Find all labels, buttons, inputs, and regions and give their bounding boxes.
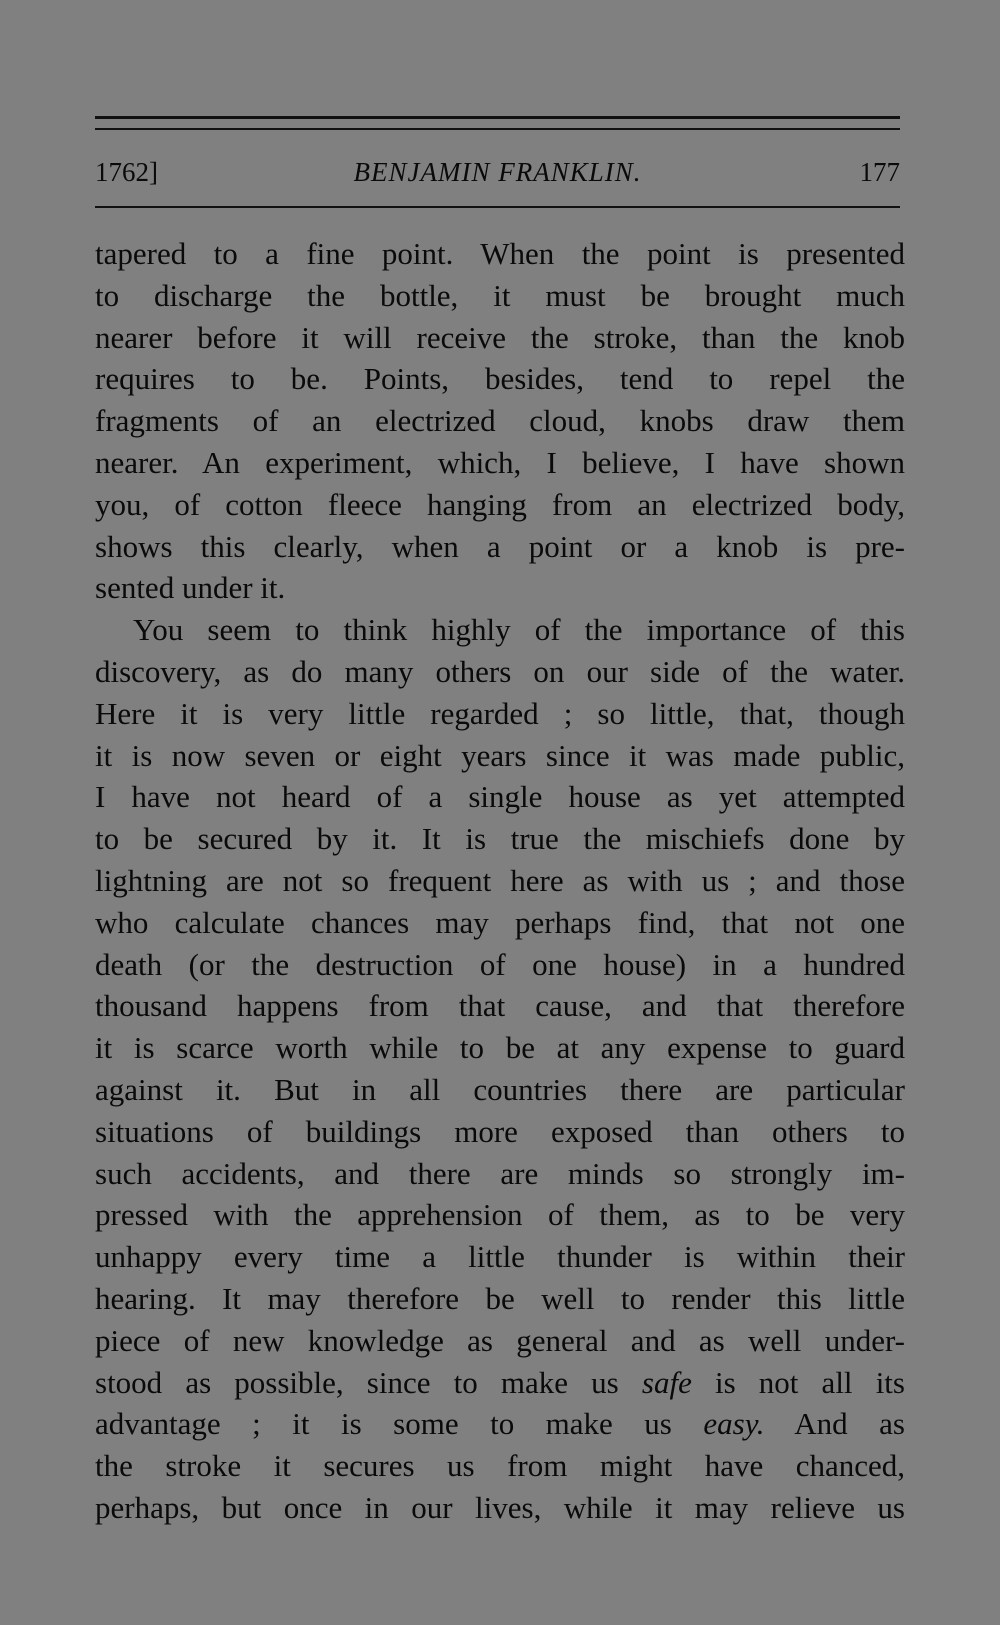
text-line: pressed with the apprehension of them, as to be very	[95, 1197, 905, 1233]
text-run: is not all its	[691, 1364, 905, 1400]
text-line: nearer. An experiment, which, I believe, I have shown	[95, 444, 905, 480]
emphasis-text: easy.	[703, 1406, 765, 1442]
text-line: to be secured by it. It is true the mischiefs done by	[95, 821, 905, 857]
text-line: situations of buildings more exposed than others to	[95, 1113, 905, 1149]
text-line: thousand happens from that cause, and that therefore	[95, 988, 905, 1024]
top-double-rule-lower	[95, 128, 900, 130]
text-line: lightning are not so frequent here as with us ; and those	[95, 862, 905, 898]
header-year: 1762]	[95, 157, 158, 187]
text-run: stood as possible, since to make us	[95, 1364, 642, 1400]
text-line: requires to be. Points, besides, tend to repel the	[95, 361, 905, 397]
text-line: to discharge the bottle, it must be brought much	[95, 277, 905, 313]
text-line: who calculate chances may perhaps find, that not one	[95, 904, 905, 940]
text-line: sented under it.	[95, 570, 286, 606]
text-line: such accidents, and there are minds so strongly im-	[95, 1155, 905, 1191]
top-double-rule-upper	[95, 116, 900, 119]
text-line: hearing. It may therefore be well to render this little	[95, 1280, 905, 1316]
text-line: the stroke it secures us from might have chanced,	[95, 1448, 905, 1484]
text-line: it is now seven or eight years since it was made public,	[95, 737, 905, 773]
text-line: I have not heard of a single house as yet attempted	[95, 779, 905, 815]
body-text	[95, 233, 905, 1529]
text-line: unhappy every time a little thunder is within their	[95, 1239, 905, 1275]
text-line-paragraph-start: You seem to think highly of the importance of this	[133, 612, 905, 648]
emphasis-text: safe	[641, 1364, 692, 1400]
text-line: death (or the destruction of one house) in a hundred	[95, 946, 905, 982]
running-header	[95, 152, 900, 192]
text-line: piece of new knowledge as general and as well under-	[95, 1322, 905, 1358]
text-line: discovery, as do many others on our side of the water.	[95, 653, 905, 689]
header-rule	[95, 206, 900, 208]
text-line: fragments of an electrized cloud, knobs draw them	[95, 403, 905, 439]
text-line: it is scarce worth while to be at any expense to guard	[95, 1030, 905, 1066]
text-line: Here it is very little regarded ; so little, that, though	[95, 695, 905, 731]
header-title: BENJAMIN FRANKLIN.	[353, 157, 642, 187]
text-run: advantage ; it is some to make us	[95, 1406, 704, 1442]
text-line-with-emphasis	[95, 1403, 905, 1445]
text-run: And as	[764, 1406, 905, 1442]
text-line-with-emphasis	[95, 1362, 905, 1404]
text-line: you, of cotton fleece hanging from an electrized body,	[95, 486, 905, 522]
text-line: perhaps, but once in our lives, while it may relieve us	[95, 1489, 905, 1525]
text-line: against it. But in all countries there are particular	[95, 1071, 905, 1107]
text-line: shows this clearly, when a point or a knob is pre-	[95, 528, 905, 564]
text-line: nearer before it will receive the stroke, than the knob	[95, 319, 905, 355]
page-number: 177	[859, 157, 900, 187]
text-line: tapered to a fine point. When the point is presented	[95, 236, 905, 271]
